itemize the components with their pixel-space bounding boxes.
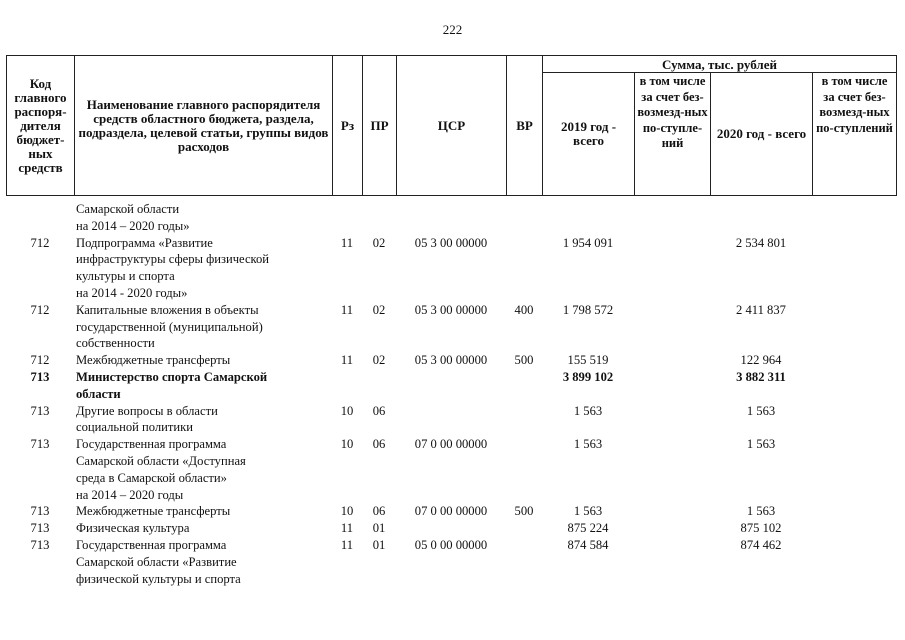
header-vr: ВР: [507, 56, 543, 196]
row-name: Физическая культура: [76, 521, 190, 536]
row-2020-total: 3 882 311: [736, 369, 786, 384]
row-2019-total: 875 224: [567, 521, 609, 536]
row-2019-total: 3 899 102: [562, 369, 614, 384]
table-row: [6, 520, 896, 537]
row-vr: [506, 235, 542, 302]
row-csr: [396, 403, 506, 437]
row-2020-total: 874 462: [740, 537, 782, 552]
row-pr: 02: [372, 353, 386, 368]
table-header: [6, 55, 897, 196]
row-2020-total: 2 411 837: [736, 302, 786, 317]
row-2020-total: 875 102: [740, 521, 782, 536]
table-row: [6, 503, 896, 520]
header-csr: ЦСР: [397, 56, 507, 196]
row-vr: 500: [514, 353, 534, 368]
row-2019-gratuitous: [634, 436, 710, 503]
row-csr: 07 0 00 00000: [414, 437, 488, 452]
row-vr: [506, 537, 542, 587]
row-2019-total: 874 584: [567, 537, 609, 552]
row-pr: 06: [372, 403, 386, 418]
table-row: [6, 302, 896, 352]
row-code: 713: [30, 437, 50, 452]
row-2019-gratuitous: [634, 352, 710, 369]
row-code: 713: [30, 537, 50, 552]
row-rz: 11: [340, 235, 354, 250]
row-2019-gratuitous: [634, 520, 710, 537]
header-2020-gratuitous: в том числе за счет без-возмезд-ных по-ступлений: [813, 73, 897, 196]
row-2020-gratuitous: [812, 352, 896, 369]
row-code: 713: [30, 369, 50, 384]
row-name: Самарской области на 2014 – 2020 годы»: [76, 202, 190, 233]
row-2019-gratuitous: [634, 403, 710, 437]
row-name: Министерство спорта Самарской области: [76, 369, 268, 401]
header-rz: Рз: [333, 56, 363, 196]
page-number: 222: [442, 22, 463, 37]
row-vr: [506, 201, 542, 235]
row-csr: 05 3 00 00000: [414, 235, 488, 250]
row-2020-gratuitous: [812, 369, 896, 403]
row-2019-gratuitous: [634, 503, 710, 520]
row-2020-gratuitous: [812, 537, 896, 587]
row-pr: 02: [372, 302, 386, 317]
row-rz: 11: [340, 521, 354, 536]
row-code: 713: [30, 403, 50, 418]
row-name: Государственная программа Самарской области «Развитие физической культуры и спорта: [76, 537, 241, 586]
table-row: [6, 235, 896, 302]
row-rz: 10: [340, 504, 354, 519]
row-code: [6, 201, 74, 235]
row-csr: 05 3 00 00000: [414, 302, 488, 317]
row-2019-total: 1 798 572: [562, 302, 614, 317]
row-vr: [506, 403, 542, 437]
row-rz: 10: [340, 403, 354, 418]
row-name: Подпрограмма «Развитие инфраструктуры сферы физической культуры и спорта на 2014 - 2020 годы»: [76, 235, 270, 300]
row-pr: 02: [372, 235, 386, 250]
row-2019-gratuitous: [634, 537, 710, 587]
row-vr: [506, 369, 542, 403]
table-row: [6, 369, 896, 403]
table-row: [6, 403, 896, 437]
row-pr: [362, 369, 396, 403]
row-2019-gratuitous: [634, 201, 710, 235]
row-rz: [332, 369, 362, 403]
row-2020-gratuitous: [812, 302, 896, 352]
row-2019-total: 1 954 091: [562, 235, 614, 250]
table-row: [6, 352, 896, 369]
table-row: [6, 436, 896, 503]
row-2020-total: 2 534 801: [735, 235, 787, 250]
row-vr: [506, 436, 542, 503]
row-vr: [506, 520, 542, 537]
row-2019-gratuitous: [634, 369, 710, 403]
row-2019-gratuitous: [634, 235, 710, 302]
row-2020-total: 1 563: [746, 403, 776, 418]
row-2019-total: 155 519: [567, 353, 609, 368]
row-2019-total: 1 563: [573, 504, 603, 519]
header-2019-gratuitous: в том числе за счет без-возмезд-ных по-ступле-ний: [635, 73, 711, 196]
row-csr: [396, 201, 506, 235]
row-2020-gratuitous: [812, 201, 896, 235]
row-pr: 06: [372, 504, 386, 519]
row-vr: 400: [514, 302, 534, 317]
row-2019-total: 1 563: [573, 403, 603, 418]
header-2019-total: 2019 год - всего: [543, 73, 635, 196]
row-csr: 05 0 00 00000: [414, 537, 488, 552]
row-csr: 07 0 00 00000: [414, 504, 488, 519]
row-rz: [332, 201, 362, 235]
header-code: Код главного распоря-дителя бюджет-ных средств: [7, 56, 75, 196]
row-vr: 500: [514, 504, 534, 519]
header-sum: Сумма, тыс. рублей: [543, 56, 897, 73]
row-pr: 01: [372, 521, 386, 536]
header-pr: ПР: [363, 56, 397, 196]
row-2019-total: [542, 201, 634, 235]
row-2020-gratuitous: [812, 503, 896, 520]
row-name: Другие вопросы в области социальной политики: [76, 403, 218, 435]
row-pr: 06: [372, 437, 386, 452]
budget-table: [6, 201, 896, 587]
row-2019-gratuitous: [634, 302, 710, 352]
row-code: 712: [30, 353, 50, 368]
row-rz: 11: [340, 302, 354, 317]
row-rz: 11: [340, 537, 354, 552]
header-name: Наименование главного распорядителя средств областного бюджета, раздела, подраздела, целевой статьи, группы видов расходов: [75, 56, 333, 196]
row-2020-gratuitous: [812, 403, 896, 437]
row-rz: 11: [340, 353, 354, 368]
row-2019-total: 1 563: [573, 437, 603, 452]
table-row: [6, 201, 896, 235]
row-2020-gratuitous: [812, 235, 896, 302]
row-2020-total: 122 964: [740, 353, 782, 368]
header-2020-total: 2020 год - всего: [711, 73, 813, 196]
row-2020-gratuitous: [812, 520, 896, 537]
table-row: [6, 537, 896, 587]
row-name: Государственная программа Самарской области «Доступная среда в Самарской области» на 2014 – 2020 годы: [76, 437, 246, 502]
row-code: 713: [30, 521, 50, 536]
row-pr: [362, 201, 396, 235]
row-name: Капитальные вложения в объекты государственной (муниципальной) собственности: [76, 302, 263, 351]
row-code: 713: [30, 504, 50, 519]
row-rz: 10: [340, 437, 354, 452]
row-code: 712: [30, 302, 50, 317]
row-name: Межбюджетные трансферты: [76, 353, 231, 368]
row-csr: [396, 369, 506, 403]
row-2020-total: 1 563: [746, 504, 776, 519]
row-2020-total: 1 563: [746, 437, 776, 452]
row-csr: [396, 520, 506, 537]
row-pr: 01: [372, 537, 386, 552]
row-code: 712: [30, 235, 50, 250]
row-csr: 05 3 00 00000: [414, 353, 488, 368]
row-2020-gratuitous: [812, 436, 896, 503]
row-name: Межбюджетные трансферты: [76, 504, 231, 519]
row-2020-total: [710, 201, 812, 235]
